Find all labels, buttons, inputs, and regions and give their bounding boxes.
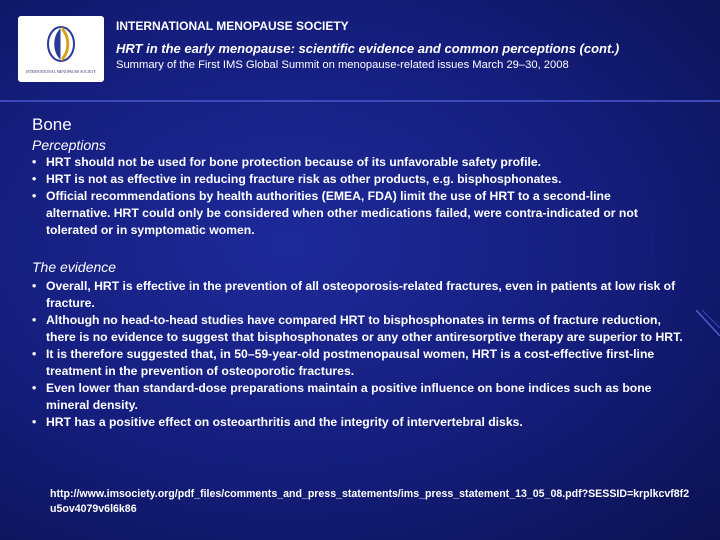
evidence-heading: The evidence [32, 259, 117, 275]
source-link[interactable]: http://www.imsociety.org/pdf_files/comments_and_press_statements/ims_press_statement_13_05_08.pdf?SESSID=krplkcvf8f2u5ov4079v6l6k86 [50, 488, 690, 515]
header-divider [0, 100, 720, 102]
decorative-lines [696, 310, 720, 350]
list-item: • HRT is not as effective in reducing fracture risk as other products, e.g. bisphosphonates. [32, 172, 562, 186]
list-item: • HRT has a positive effect on osteoarthritis and the integrity of intervertebral disks. [32, 415, 523, 429]
list-item: • It is therefore suggested that, in 50–59-year-old postmenopausal women, HRT is a cost-effective first-line treatment in the prevention of osteoporotic fractures. [32, 347, 655, 378]
slide-title: HRT in the early menopause: scientific evidence and common perceptions (cont.) [116, 41, 620, 56]
organization-name: INTERNATIONAL MENOPAUSE SOCIETY [116, 19, 349, 33]
bullet-icon: • [32, 155, 37, 169]
perceptions-list [32, 154, 672, 239]
perceptions-heading: Perceptions [32, 137, 106, 153]
list-item: • Even lower than standard-dose preparations maintain a positive influence on bone indices such as bone mineral density. [32, 381, 652, 412]
bullet-icon: • [32, 347, 37, 361]
logo-caption: INTERNATIONAL MENOPAUSE SOCIETY [25, 70, 97, 74]
ims-logo [18, 16, 104, 82]
section-title: Bone [32, 115, 72, 134]
evidence-list [32, 278, 692, 431]
bullet-icon: • [32, 279, 37, 293]
bullet-icon: • [32, 313, 37, 327]
logo-emblem-icon [46, 25, 76, 63]
list-item: • Although no head-to-head studies have compared HRT to bisphosphonates in terms of fracture reduction, there is no evidence to suggest that bisphosphonates or any other antiresorptive therapy are superior to HRT. [32, 313, 683, 344]
bullet-icon: • [32, 415, 37, 429]
bullet-icon: • [32, 172, 37, 186]
bullet-icon: • [32, 189, 37, 203]
bullet-icon: • [32, 381, 37, 395]
list-item: • Overall, HRT is effective in the prevention of all osteoporosis-related fractures, even in patients at low risk of fracture. [32, 279, 676, 310]
list-item: • Official recommendations by health authorities (EMEA, FDA) limit the use of HRT to a second-line alternative. HRT could only be considered when other medications failed, were contra-indicated or not tolerated or in symptomatic women. [32, 189, 638, 237]
slide-subtitle: Summary of the First IMS Global Summit on menopause-related issues March 29–30, 2008 [116, 59, 569, 71]
list-item: • HRT should not be used for bone protection because of its unfavorable safety profile. [32, 155, 542, 169]
